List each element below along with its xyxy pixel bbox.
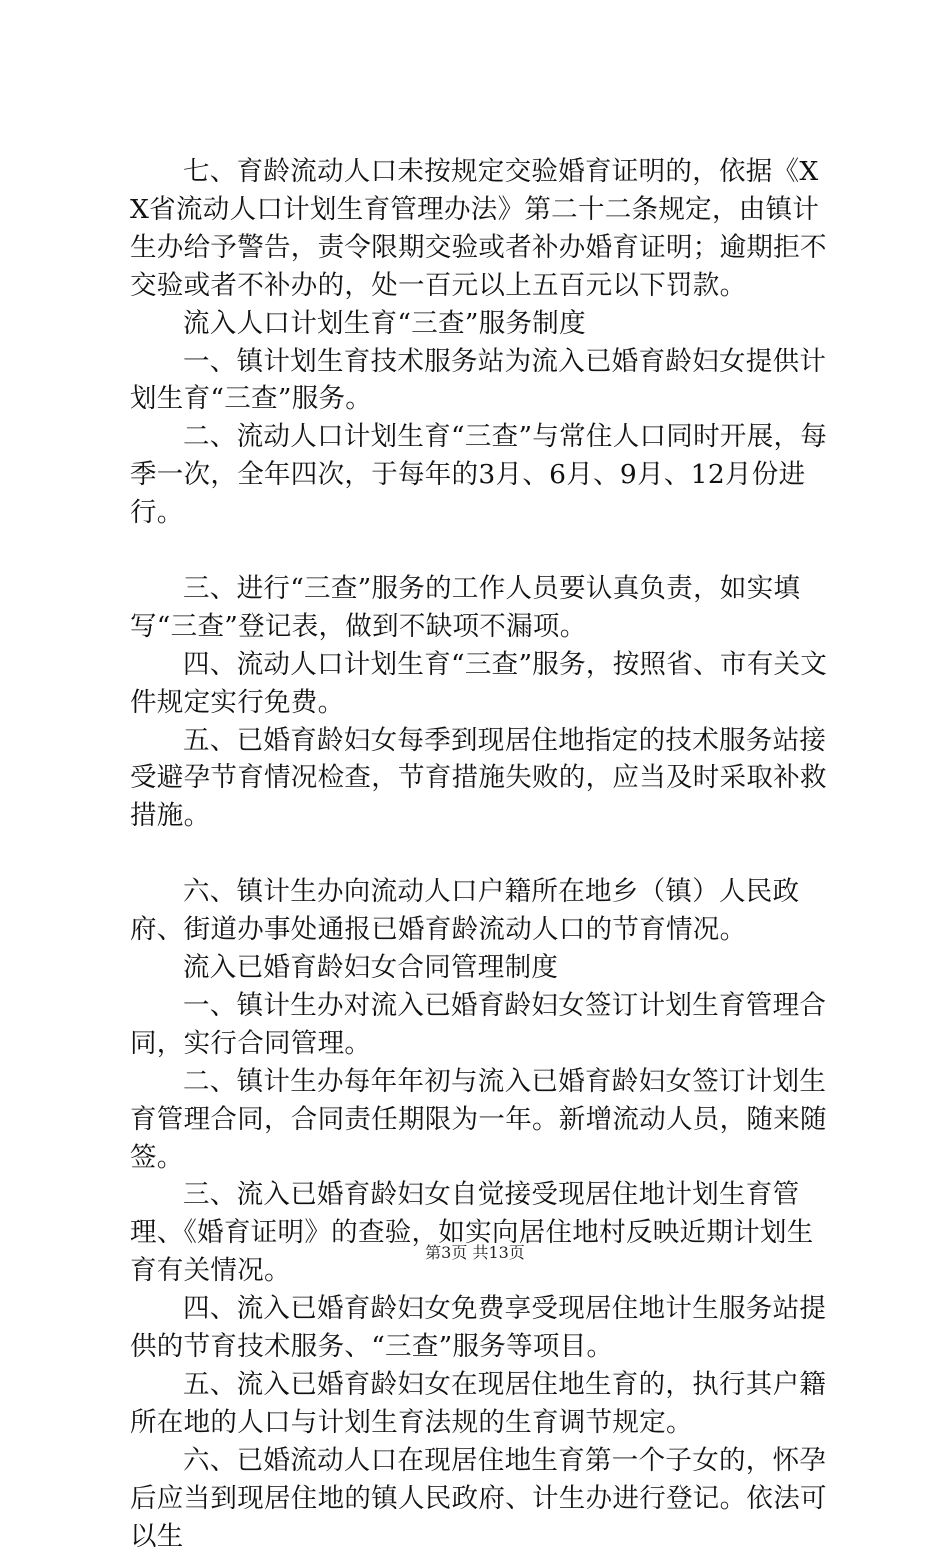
paragraph: 一、镇计划生育技术服务站为流入已婚育龄妇女提供计划生育“三查”服务。 (130, 345, 827, 415)
paragraph: 三、流入已婚育龄妇女自觉接受现居住地计划生育管理、《婚育证明》的查验，如实向居住地村反映近期计划生育有关情况。 (130, 1179, 814, 1287)
paragraph: 六、镇计生办向流动人口户籍所在地乡（镇）人民政府、街道办事处通报已婚育龄流动人口的节育情况。 (130, 876, 800, 946)
paragraph: 二、镇计生办每年年初与流入已婚育龄妇女签订计划生育管理合同，合同责任期限为一年。新增流动人员，随来随签。 (130, 1065, 827, 1173)
paragraph: 六、已婚流动人口在现居住地生育第一个子女的，怀孕后应当到现居住地的镇人民政府、计生办进行登记。依法可以生 (130, 1444, 827, 1552)
paragraph: 一、镇计生办对流入已婚育龄妇女签订计划生育管理合同，实行合同管理。 (130, 989, 827, 1059)
paragraph: 五、已婚育龄妇女每季到现居住地指定的技术服务站接受避孕节育情况检查，节育措施失败的，应当及时采取补救措施。 (130, 724, 827, 832)
paragraph: 三、进行“三查”服务的工作人员要认真负责，如实填写“三查”登记表，做到不缺项不漏项。 (130, 572, 801, 642)
section-heading: 流入人口计划生育“三查”服务制度 (183, 307, 586, 339)
paragraph: 二、流动人口计划生育“三查”与常住人口同时开展，每季一次，全年四次，于每年的3月、6月、9月、12月份进行。 (130, 421, 828, 529)
paragraph: 四、流动人口计划生育“三查”服务，按照省、市有关文件规定实行免费。 (130, 648, 828, 718)
paragraph: 五、流入已婚育龄妇女在现居住地生育的，执行其户籍所在地的人口与计划生育法规的生育调节规定。 (130, 1368, 827, 1438)
paragraph: 四、流入已婚育龄妇女免费享受现居住地计生服务站提供的节育技术服务、“三查”服务等项目。 (130, 1293, 827, 1363)
section-heading: 流入已婚育龄妇女合同管理制度 (183, 952, 559, 983)
paragraph: 七、育龄流动人口未按规定交验婚育证明的，依据《XX省流动人口计划生育管理办法》第二十二条规定，由镇计生办给予警告，责令限期交验或者补办婚育证明；逾期拒不交验或者不补办的，处一百元以上五百元以下罚款。 (130, 156, 827, 301)
page-number: 第3页 共13页 (425, 1243, 525, 1262)
page-footer (0, 1240, 950, 1263)
document-body (130, 153, 830, 1556)
